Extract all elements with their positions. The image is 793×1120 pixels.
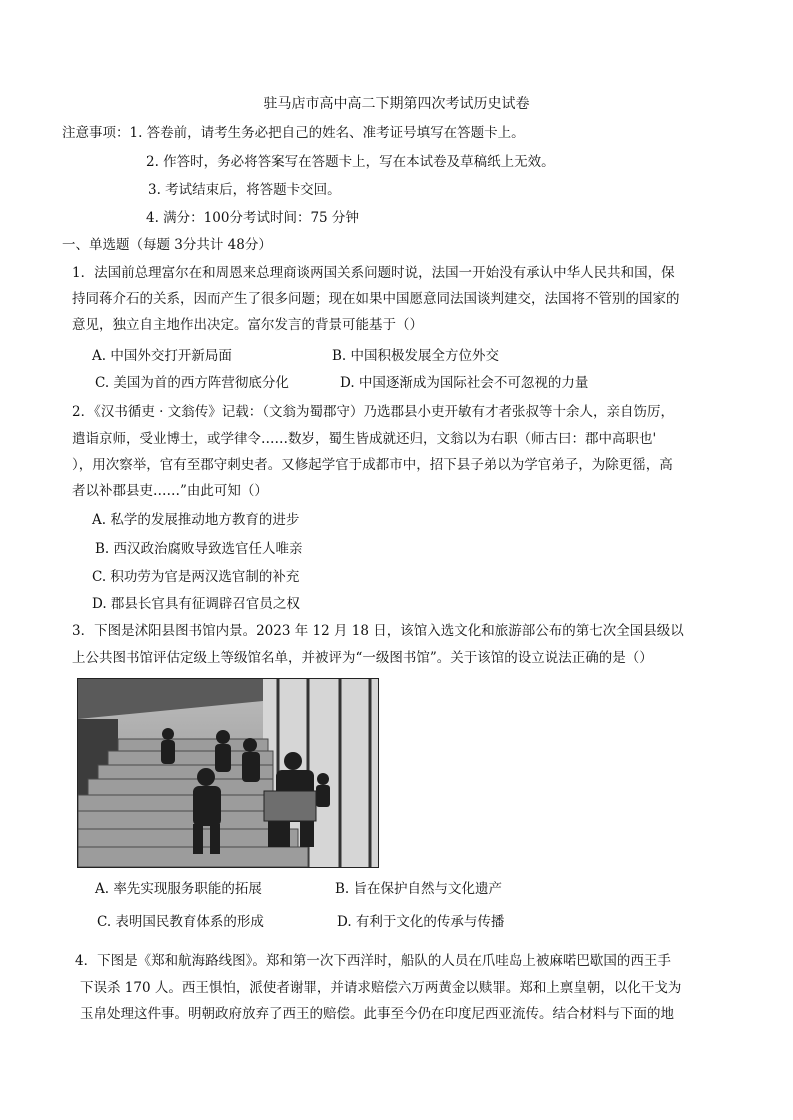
q2-line-2: 遣诣京师，受业博士，或学律令……数岁，蜀生皆成就还归，文翁以为右职（师古曰：郡中高职也' — [72, 431, 657, 447]
q1-line-1: 1．法国前总理富尔在和周恩来总理商谈两国关系问题时说，法国一开始没有承认中华人民共和国，保 — [72, 265, 675, 281]
notice-label: 注意事项： — [62, 125, 130, 141]
exam-title: 驻马店市高中高二下期第四次考试历史试卷 — [263, 96, 530, 112]
q4-line-3: 玉帛处理这件事。明朝政府放弃了西王的赔偿。此事至今仍在印度尼西亚流传。结合材料与下面的地 — [80, 1006, 674, 1022]
q2-option-d[interactable]: D. 郡县长官具有征调辟召官员之权 — [92, 596, 300, 612]
section-heading: 一、单选题（每题 3分共计 48分） — [62, 237, 272, 253]
q3-option-d[interactable]: D. 有利于文化的传承与传播 — [337, 914, 505, 930]
library-photo-illustration — [78, 679, 378, 867]
q2-line-1: 2．《汉书循吏 · 文翁传》记载：（文翁为蜀郡守）乃选郡县小吏开敏有才者张叔等十余人，亲自饬厉， — [72, 404, 674, 420]
library-interior-photo — [77, 678, 379, 868]
notice-item-4: 4. 满分：100分考试时间：75 分钟 — [146, 210, 359, 226]
q3-option-a[interactable]: A. 率先实现服务职能的拓展 — [95, 881, 262, 897]
q4-line-2: 下误杀 170 人。西王惧怕，派使者谢罪，并请求赔偿六万两黄金以赎罪。郑和上禀皇朝，以化干戈为 — [80, 980, 682, 996]
q3-line-1: 3．下图是沭阳县图书馆内景。2023 年 12 月 18 日，该馆入选文化和旅游部公布的第七次全国县级以 — [72, 623, 684, 639]
q1-option-d[interactable]: D. 中国逐渐成为国际社会不可忽视的力量 — [340, 375, 589, 391]
q4-line-1: 4．下图是《郑和航海路线图》。郑和第一次下西洋时，船队的人员在爪哇岛上被麻喏巴歇国的西王手 — [75, 953, 671, 969]
notice-item-1: 注意事项：1. 答卷前，请考生务必把自己的姓名、准考证号填写在答题卡上。 — [62, 125, 525, 141]
notice-item-2: 2. 作答时，务必将答案写在答题卡上，写在本试卷及草稿纸上无效。 — [146, 154, 555, 170]
q2-line-4: 者以补郡县吏……”由此可知（） — [72, 483, 268, 499]
q2-line-3: ），用次察举，官有至郡守刺史者。又修起学官于成都市中，招下县子弟以为学官弟子，为除更徭，高 — [72, 457, 673, 473]
q1-option-b[interactable]: B. 中国积极发展全方位外交 — [332, 348, 500, 364]
q1-option-a[interactable]: A. 中国外交打开新局面 — [92, 348, 232, 364]
notice-item-3: 3. 考试结束后，将答题卡交回。 — [148, 182, 341, 198]
q1-line-3: 意见，独立自主地作出决定。富尔发言的背景可能基于（） — [72, 317, 423, 333]
q3-line-2: 上公共图书馆评估定级上等级馆名单，并被评为“一级图书馆”。关于该馆的设立说法正确的是（） — [72, 650, 653, 666]
q2-option-a[interactable]: A. 私学的发展推动地方教育的进步 — [92, 512, 300, 528]
q2-option-c[interactable]: C. 积功劳为官是两汉选官制的补充 — [92, 569, 300, 585]
q2-option-b[interactable]: B. 西汉政治腐败导致选官任人唯亲 — [95, 541, 303, 557]
q3-option-b[interactable]: B. 旨在保护自然与文化遗产 — [335, 881, 503, 897]
q1-option-c[interactable]: C. 美国为首的西方阵营彻底分化 — [95, 375, 289, 391]
q3-option-c[interactable]: C. 表明国民教育体系的形成 — [97, 914, 264, 930]
q1-line-2: 持同蒋介石的关系，因而产生了很多问题；现在如果中国愿意同法国谈判建交，法国将不管别的国家的 — [72, 291, 680, 307]
